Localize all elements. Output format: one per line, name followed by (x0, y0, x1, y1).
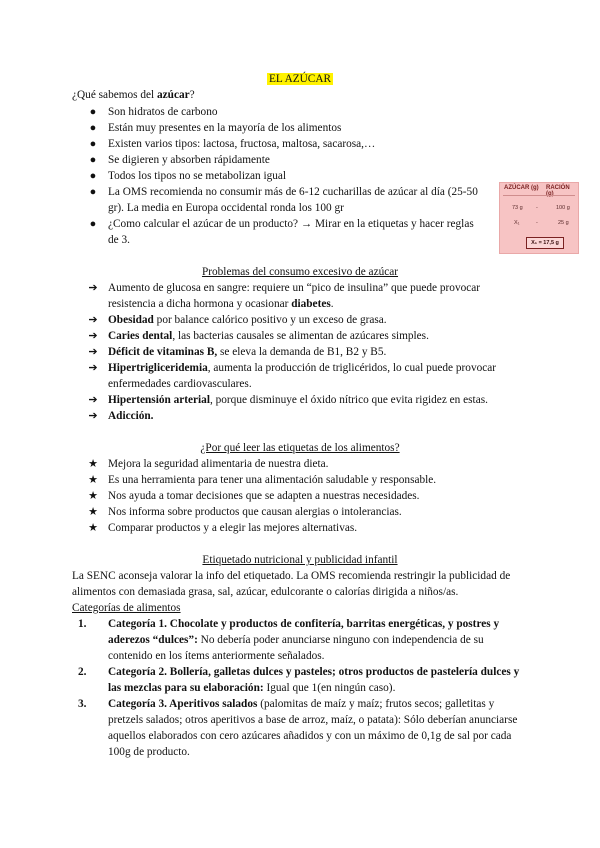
list-item: Están muy presentes en la mayoría de los alimentos (108, 122, 342, 134)
subheading: Categorías de alimentos (72, 602, 181, 614)
section-heading: ¿Por qué leer las etiquetas de los alimentos? (200, 442, 400, 454)
section-heading: Problemas del consumo excesivo de azúcar (201, 266, 399, 278)
star-icon: ★ (88, 522, 98, 534)
bullet-dot-icon: ● (89, 186, 97, 198)
table-header: RACIÓN (g) (546, 185, 570, 197)
bullet-dot-icon: ● (89, 122, 97, 134)
arrow-right-icon: ➔ (88, 362, 98, 374)
list-number: 1. (78, 618, 87, 630)
bullet-dot-icon: ● (89, 138, 97, 150)
list-item: Existen varios tipos: lactosa, fructosa, maltosa, sacarosa,… (108, 138, 376, 150)
list-item: Es una herramienta para tener una alimentación saludable y responsable. (108, 474, 437, 486)
table-result: X₁ = 17,5 g (526, 237, 564, 249)
bullet-dot-icon: ● (89, 154, 97, 166)
list-item: Comparar productos y a elegir las mejores alternativas. (108, 522, 358, 534)
arrow-right-icon: ➔ (88, 282, 98, 294)
list-item: Obesidad por balance calórico positivo y un exceso de grasa. (108, 314, 387, 326)
arrow-right-icon: ➔ (88, 346, 98, 358)
star-icon: ★ (88, 490, 98, 502)
table-cell: - (536, 220, 538, 226)
table-cell: 73 g (512, 205, 523, 211)
list-item: Aumento de glucosa en sangre: requiere un “pico de insulina” que puede provocar resistencia a dicha hormona y ocasionar diabetes. (108, 282, 481, 310)
table-cell: 100 g (556, 205, 570, 211)
arrow-right-icon: ➔ (88, 330, 98, 342)
list-number: 3. (78, 698, 87, 710)
list-item: Todos los tipos no se metabolizan igual (108, 170, 287, 182)
list-item: Categoría 1. Chocolate y productos de confitería, barritas energéticas, y postres y aderezos “dulces”: No debería poder anunciarse ninguno con independencia de su contenido en los ítems anteriormente señalados. (108, 618, 500, 662)
table-divider (503, 195, 575, 196)
list-item: Mejora la seguridad alimentaria de nuestra dieta. (108, 458, 329, 470)
table-cell: X₁ (514, 220, 520, 226)
sugar-calculation-table (499, 182, 579, 254)
arrow-right-icon: ➔ (88, 314, 98, 326)
document-title: EL AZÚCAR (268, 73, 332, 85)
table-header: AZÚCAR (g) (504, 185, 539, 191)
bullet-dot-icon: ● (89, 106, 97, 118)
star-icon: ★ (88, 506, 98, 518)
bullet-dot-icon: ● (89, 170, 97, 182)
star-icon: ★ (88, 458, 98, 470)
list-item: Son hidratos de carbono (108, 106, 218, 118)
list-item: Nos ayuda a tomar decisiones que se adapten a nuestras necesidades. (108, 490, 420, 502)
section-paragraph: La SENC aconseja valorar la info del etiquetado. La OMS recomienda restringir la publicidad de alimentos con demasiada grasa, sal, azúcar, edulcorante o calorías dirigida a niños/as. (72, 570, 511, 598)
table-cell: - (536, 205, 538, 211)
list-item: Adicción. (108, 410, 154, 422)
table-cell: 25 g (558, 220, 569, 226)
list-item: Categoría 2. Bollería, galletas dulces y pasteles; otros productos de pastelería dulces y las mezclas para su elaboración: Igual que 1(en ningún caso). (108, 666, 520, 694)
list-item: Déficit de vitaminas B, se eleva la demanda de B1, B2 y B5. (108, 346, 387, 358)
list-number: 2. (78, 666, 87, 678)
list-item: La OMS recomienda no consumir más de 6-12 cucharillas de azúcar al día (25-50 gr). La media en Europa occidental ronda los 100 gr (108, 186, 478, 214)
section-heading: Etiquetado nutricional y publicidad infantil (202, 554, 398, 566)
list-item: Nos informa sobre productos que causan alergias o intolerancias. (108, 506, 402, 518)
bullet-dot-icon: ● (89, 218, 97, 230)
arrow-right-icon: ➔ (88, 410, 98, 422)
star-icon: ★ (88, 474, 98, 486)
list-item: Hipertensión arterial, porque disminuye el óxido nítrico que evita rigidez en estas. (108, 394, 488, 406)
list-item: Se digieren y absorben rápidamente (108, 154, 270, 166)
arrow-right-icon: ➔ (88, 394, 98, 406)
list-item: ¿Como calcular el azúcar de un producto? → Mirar en la etiquetas y hacer reglas de 3. (108, 218, 474, 246)
list-item: Categoría 3. Aperitivos salados (palomitas de maíz y maíz; frutos secos; galletitas y pretzels salados; otros aperitivos a base de arroz, maíz, o patata): Sólo deberían anunciarse aquellos elaborados con cero azúcares añadidos y con un máximo de 0,1g de sal por cada 100g de producto. (108, 698, 518, 758)
intro-question: ¿Qué sabemos del azúcar? (72, 89, 195, 101)
list-item: Hipertrigliceridemia, aumenta la producción de triglicéridos, lo cual puede provocar enfermedades cardiovasculares. (108, 362, 497, 390)
list-item: Caries dental, las bacterias causales se alimentan de azúcares simples. (108, 330, 429, 342)
